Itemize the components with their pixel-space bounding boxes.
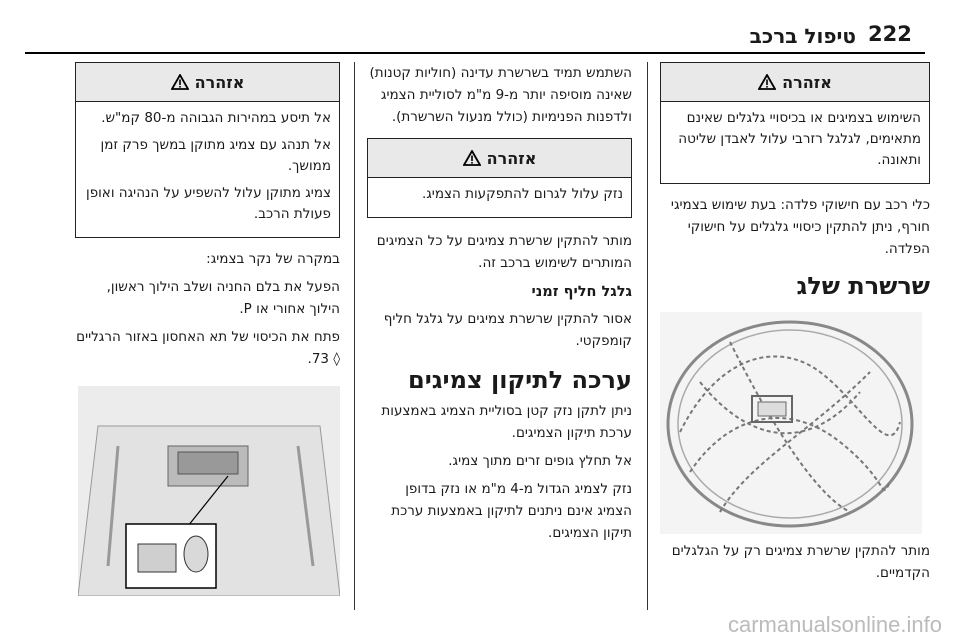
paragraph: מותר להתקין שרשרת צמיגים על כל הצמיגים המותרים לשימוש ברכב זה. xyxy=(376,233,632,271)
warning-header xyxy=(76,63,339,102)
header-rule xyxy=(25,52,925,54)
paragraph: ניתן לתקן נזק קטן בסוליית הצמיג באמצעות ערכת תיקון הצמיגים. xyxy=(381,403,632,441)
right-column xyxy=(660,62,930,584)
caption: מותר להתקין שרשרת צמיגים רק על הגלגלים הקדמיים. xyxy=(671,543,930,581)
column-divider-left xyxy=(354,62,355,610)
section-title: טיפול ברכב xyxy=(749,24,856,48)
repair-kit-figure xyxy=(78,386,340,596)
page-number: 222 xyxy=(868,22,912,46)
warning-label: אזהרה xyxy=(782,72,832,92)
warning-body xyxy=(661,102,929,183)
section-heading: שרשרת שלג xyxy=(796,272,930,300)
paragraph: הפעל את בלם החניה ושלב הילוך ראשון, הילוך אחורי או P. xyxy=(106,279,340,317)
warning-text: צמיג מתוקן עלול להשפיע על הנהיגה ואופן פעולת הרכב. xyxy=(86,185,331,222)
warning-triangle-icon xyxy=(758,74,776,90)
middle-column xyxy=(367,62,632,544)
subheading: גלגל חליף זמני xyxy=(531,284,632,300)
paragraph: אל תחלץ גופים זרים מתוך צמיג. xyxy=(448,453,632,469)
snow-chain-illustration xyxy=(660,312,922,534)
paragraph: השתמש תמיד בשרשרת עדינה (חוליות קטנות) שאינה מוסיפה יותר מ-9 מ"מ לסוליית הצמיג ולדפנות הפנימיות (כולל מנעול השרשרת). xyxy=(369,65,632,125)
warning-text: אל תיסע במהירות הגבוהה מ-80 קמ"ש. xyxy=(101,110,331,126)
section-heading: ערכה לתיקון צמיגים xyxy=(408,366,632,394)
warning-text: אל תנהג עם צמיג מתוקן במשך פרק זמן ממושך. xyxy=(100,137,331,174)
footer-watermark: carmanualsonline.info xyxy=(727,612,942,637)
warning-body xyxy=(368,178,631,217)
paragraph: פתח את הכיסוי של תא האחסון באזור הרגליים ◊ 73. xyxy=(76,329,340,367)
paragraph: אסור להתקין שרשרת צמיגים על גלגל חליף קומפקטי. xyxy=(383,311,632,349)
column-divider-right xyxy=(647,62,648,610)
warning-header xyxy=(661,63,929,102)
warning-box xyxy=(660,62,930,184)
paragraph: נזק לצמיג הגדול מ-4 מ"מ או נזק בדופן הצמיג אינם ניתנים לתיקון באמצעות ערכת תיקון הצמיגים. xyxy=(391,481,632,541)
snow-chain-figure xyxy=(660,312,922,534)
warning-triangle-icon xyxy=(463,150,481,166)
warning-box xyxy=(75,62,340,238)
left-column xyxy=(75,62,340,596)
warning-body xyxy=(76,102,339,237)
paragraph: כלי רכב עם חישוקי פלדה: בעת שימוש בצמיגי חורף, ניתן להתקין כיסויי גלגלים על חישוקי הפלדה. xyxy=(670,197,930,257)
warning-label: אזהרה xyxy=(194,72,245,92)
warning-label: אזהרה xyxy=(486,148,537,168)
warning-text: השימוש בצמיגים או בכיסויי גלגלים שאינם מתאימים, לגלגל רזרבי עלול לאבדן שליטה ותאונה. xyxy=(678,110,921,168)
warning-box xyxy=(367,138,632,218)
paragraph: במקרה של נקר בצמיג: xyxy=(206,251,340,267)
warning-text: נזק עלול לגרום להתפקעות הצמיג. xyxy=(421,186,623,202)
warning-triangle-icon xyxy=(171,74,189,90)
trunk-illustration xyxy=(78,386,340,596)
warning-header xyxy=(368,139,631,178)
